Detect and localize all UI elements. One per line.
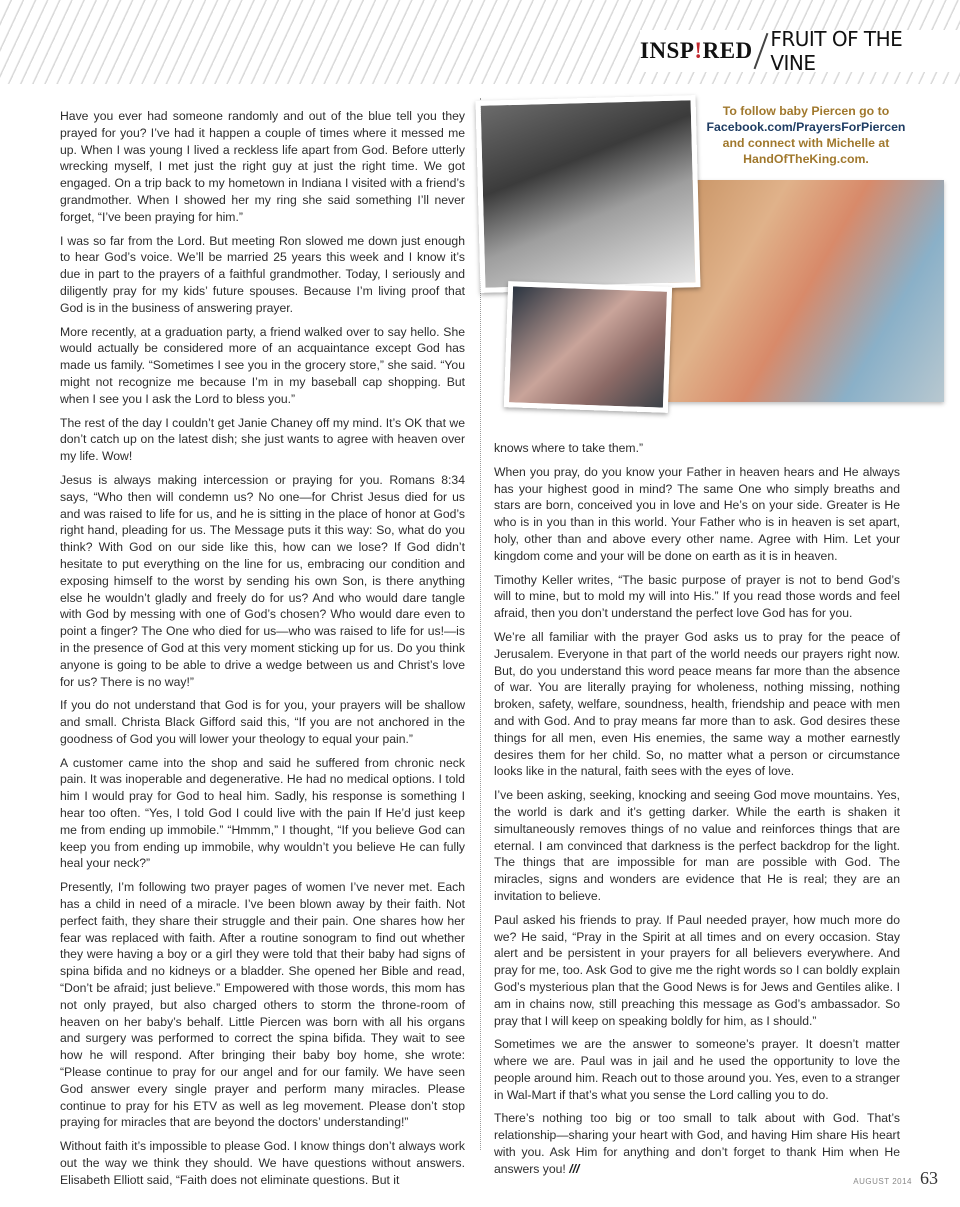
callout-line: To follow baby Piercen go to [722,104,890,118]
page-number: 63 [920,1168,938,1188]
issue-date: AUGUST 2014 [853,1177,912,1186]
paragraph: A customer came into the shop and said he suffered from chronic neck pain. It was inoperable and degenerative. He had no medical options. I told him I would pray for God to heal him. Sadly, his response is something I hear too often. “Yes, I told God I could live with the pain If He’d just keep me from ending up immobile.” “Hmmm,” I thought, “If you believe God can keep you from ending up immobile, why wouldn’t you believe He can fully heal your neck?” [60,755,465,871]
paragraph: There’s nothing too big or too small to talk about with God. That’s relationship—sharing your heart with God, and having Him share His heart with you. Ask Him for anything and don’t forget to thank Him when He answers you! /// [494,1111,900,1176]
paragraph: Have you ever had someone randomly and out of the blue tell you they prayed for you? I’ve had it happen a couple of times where it messed me up. When I was young I lived a reckless life apart from God. Before utterly wrecking myself, I met just the right guy at just the right time. We got engaged. On a trip back to my hometown in Indiana I visited with a friend’s grandmother. When I showed her my ring she said something I’ll never forget, “I’ve been praying for him.” [60,109,465,224]
paragraph: Presently, I’m following two prayer pages of women I’ve never met. Each has a child in need of a miracle. I’ve been blown away by their faith. Not perfect faith, they share their struggle and their pain. One shares how her fear was replaced with faith. After a routine sonogram to find out whether they were having a boy or a girl they were told that their baby had signs of spina bifida and no kidneys or a bladder. She opened her Bible and read, “Don’t be afraid; just believe.” Empowered with those words, this mom has not only prayed, but also charged others to storm the throne-room of heaven on her baby’s behalf. Little Piercen was born with all his organs and surgery was performed to correct the spina bifida. They wait to see how he will respond. After bringing their baby boy home, she wrote: “Please continue to pray for our angel and for our family. We have seen God answer every single prayer and perform many miracles. Please continue to pray for his ETV as well as leg movement. Please don’t stop praying for miracles that are beyond the doctors’ understanding!” [60,880,465,1130]
facebook-link[interactable]: Facebook.com/PrayersForPiercen [706,120,906,134]
paragraph: knows where to take them.” [494,441,644,455]
header-divider [753,33,768,69]
paragraph: Sometimes we are the answer to someone’s prayer. It doesn’t matter where we are. Paul was in jail and he used the opportunity to love the people around him. Reach out to those around you. Yes, even to a stranger in Wal-Mart if that’s what you sense the Lord calling you to do. [494,1037,900,1102]
paragraph: I was so far from the Lord. But meeting Ron slowed me down just enough to hear God’s voice. We’ll be married 25 years this week and I know it’s due in part to the prayers of a faithful grandmother. Today, I seriously and diligently pray for my kids’ future spouses. Because I’m living proof that God is in the business of answering prayer. [60,233,465,315]
paragraph: More recently, at a graduation party, a friend walked over to say hello. She would actually be considered more of an acquaintance except God has made us family. “Sometimes I see you in the grocery store,” she said. “You might not recognize me because I’m in my baseball cap shopping. But when I see you I ask the Lord to bless you.” [60,324,465,406]
section-title: FRUIT OF THE VINE [770,27,903,75]
website-link[interactable]: HandOfTheKing.com. [743,152,869,166]
paragraph: Paul asked his friends to pray. If Paul needed prayer, how much more do we? He said, “Pray in the Spirit at all times and on every occasion. Stay alert and be persistent in your prayers for all believers everywhere. And pray for me, too. Ask God to give me the right words so I can boldly explain God’s mysterious plan that the Good News is for Jews and Gentiles alike. I am in chains now, still preaching this message as God’s ambassador. So pray that I will keep on speaking boldly for him, as I should.” [494,912,900,1028]
baby-photo [504,281,672,413]
paragraph: When you pray, do you know your Father in heaven hears and He always has your highest good in mind? The same One who simply breaths and stars are born, conceived you in love and He’s on your side. Greater is He who is in you than in this world. Your Father who is in heaven is set apart, holy, other than and above every other name. Agree with Him. Let your kingdom come and your will be done on earth as it is in heaven. [494,464,900,563]
paragraph: I’ve been asking, seeking, knocking and seeing God move mountains. Yes, the world is dark and it’s getting darker. While the earth is shaken it simultaneously removes things of no value and reinforces things that are eternal. I am convinced that darkness is the perfect backdrop for the light. The things that are impossible for man are possible with God. The miracles, signs and wonders are evidence that He is real; they are an invitation to believe. [494,788,900,903]
article-column-right [494,440,900,1185]
callout-box [697,103,915,167]
hospital-photo [668,180,944,402]
end-mark-icon: /// [569,1161,580,1176]
brand-logo: INSP!RED [640,38,753,63]
callout-line: and connect with Michelle at [722,136,890,150]
page-footer [853,1168,938,1189]
paragraph: Timothy Keller writes, “The basic purpose of prayer is not to bend God’s will to mine, but to mold my will into His.” If you read those words and feel afraid, then you don’t understand the perfect love God has for you. [494,572,900,621]
paragraph: Jesus is always making intercession or praying for you. Romans 8:34 says, “Who then will condemn us? No one—for Christ Jesus died for us and was raised to life for us, and he is sitting in the place of honor at God’s right hand, pleading for us. The Message puts it this way: So, what do you think? With God on our side like this, how can we lose? If God didn’t hesitate to put everything on the line for us, embracing our condition and exposing himself to the worst by sending his own Son, is there anything else he wouldn’t gladly and freely do for us? And who would dare tangle with God by messing with one of God’s chosen? Who would dare even to point a finger? The One who died for us—who was raised to life for us!—is in the presence of God at this very moment sticking up for us. Do you think anyone is going to be able to drive a wedge between us and Christ’s love for us? There is no way!” [60,472,465,689]
father-baby-photo [476,95,701,293]
paragraph: We’re all familiar with the prayer God asks us to pray for the peace of Jerusalem. Everyone in that part of the world needs our prayers right now. But, do you understand this word peace means far more than the absence of war. You are literally praying for wholeness, nothing missing, nothing broken, safety, welfare, soundness, health, friendship and peace with men and with God. And to pray means far more than to ask. God desires these things for all men, even His enemies, the same way a mother earnestly desires them for her child. So, no matter what a person or circumstance looks like in the natural, faith sees with the eyes of love. [494,629,900,779]
paragraph: If you do not understand that God is for you, your prayers will be shallow and small. Christa Black Gifford said this, “If you are not anchored in the goodness of God you will lower your theology to equal your pain.” [60,698,465,746]
magazine-header [640,27,960,75]
paragraph: Without faith it’s impossible to please God. I know things don’t always work out the way we think they should. We have questions without answers. Elisabeth Elliott said, “Faith does not eliminate questions. But it [60,1139,465,1187]
paragraph: The rest of the day I couldn’t get Janie Chaney off my mind. It’s OK that we don’t catch up on the latest dish; she just wants to agree with heaven over my life. Wow! [60,415,465,464]
article-column-left [60,108,465,1196]
